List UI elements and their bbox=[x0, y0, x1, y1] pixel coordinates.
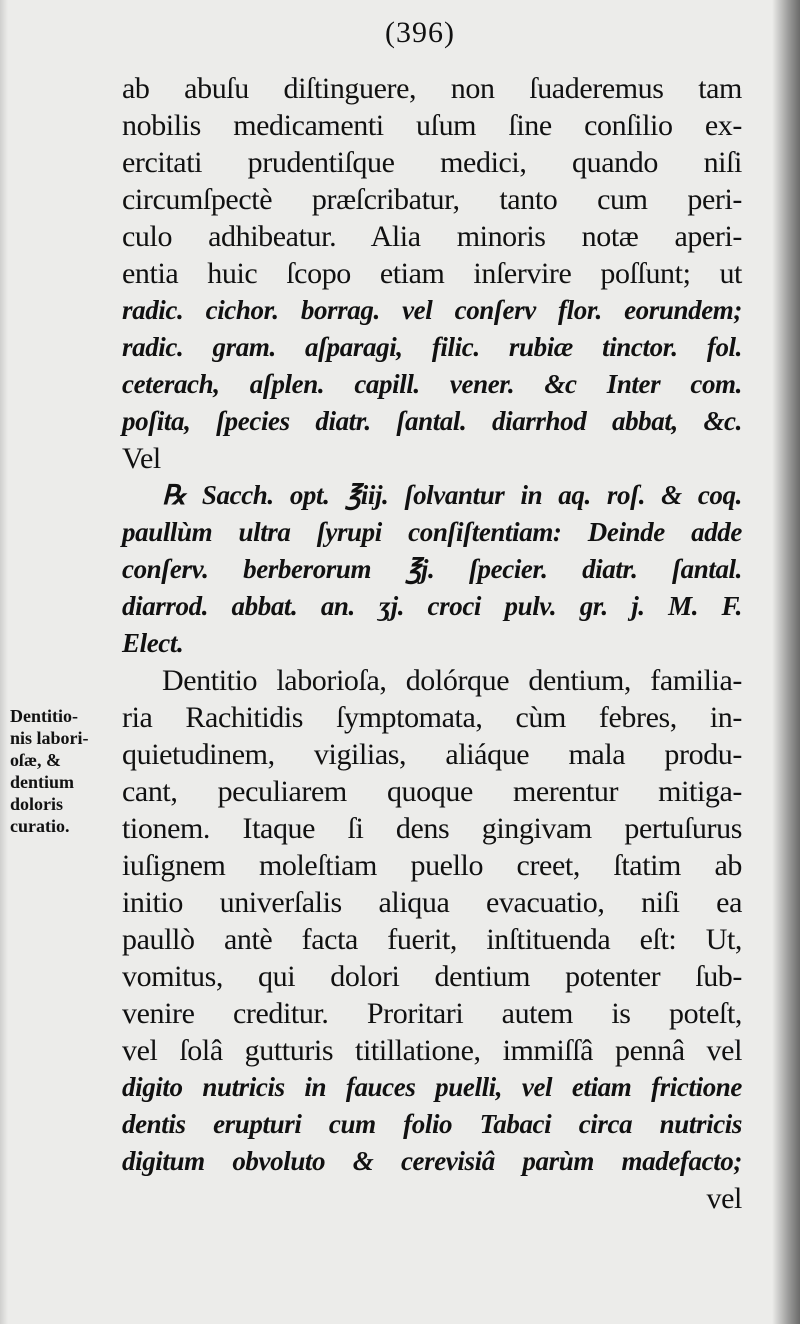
marginal-note-line: doloris bbox=[10, 794, 64, 814]
marginal-note-line: dentium bbox=[10, 772, 75, 792]
text-line: conſerv. berberorum ℥j. ſpecier. diatr. ſantal. bbox=[122, 554, 742, 584]
text-line: ercitati prudentiſque medici, quando niſi bbox=[122, 146, 742, 179]
text-line: Elect. bbox=[122, 628, 184, 658]
text-line: paullùm ultra ſyrupi conſiſtentiam: Deinde adde bbox=[122, 517, 742, 547]
text-line: ab abuſu diſtinguere, non ſuaderemus tam bbox=[122, 72, 742, 105]
text-line: tionem. Itaque ſi dens gingivam pertuſurus bbox=[122, 812, 742, 845]
text-line: quietudinem, vigilias, aliáque mala produ- bbox=[122, 738, 742, 771]
text-line: cant, peculiarem quoque merentur mitiga- bbox=[122, 775, 742, 808]
text-line: paullò antè facta fuerit, inſtituenda eſt: Ut, bbox=[122, 923, 742, 956]
marginal-note-line: oſæ, & bbox=[10, 750, 61, 770]
text-line: Dentitio laborioſa, dolórque dentium, familia- bbox=[162, 664, 742, 697]
text-line: venire creditur. Proritari autem is poteſt, bbox=[122, 997, 742, 1030]
text-line: poſita, ſpecies diatr. ſantal. diarrhod abbat, &c. bbox=[122, 406, 742, 436]
text-line: radic. gram. aſparagi, filic. rubiæ tinctor. fol. bbox=[122, 332, 742, 362]
text-line: vomitus, qui dolori dentium potenter ſub- bbox=[122, 960, 742, 993]
text-line: iuſignem moleſtiam puello creet, ſtatim ab bbox=[122, 849, 742, 882]
text-line: vel ſolâ gutturis titillatione, immiſſâ pennâ vel bbox=[122, 1034, 742, 1067]
text-line: diarrod. abbat. an. ʒj. croci pulv. gr. j. M. F. bbox=[122, 591, 742, 621]
text-line: radic. cichor. borrag. vel conſerv flor. eorundem; bbox=[122, 295, 742, 325]
text-line: entia huic ſcopo etiam inſervire poſſunt; ut bbox=[122, 257, 742, 290]
marginal-note bbox=[10, 705, 120, 837]
page-number: (396) bbox=[385, 16, 455, 49]
text-line: ceterach, aſplen. capill. vener. &c Inter com. bbox=[122, 369, 742, 399]
marginal-note-line: curatio. bbox=[10, 816, 70, 836]
marginal-note-line: Dentitio- bbox=[10, 706, 78, 726]
text-line: circumſpectè præſcribatur, tanto cum peri- bbox=[122, 183, 742, 216]
text-line: nobilis medicamenti uſum ſine conſilio ex- bbox=[122, 109, 742, 142]
text-line: Vel bbox=[122, 442, 161, 475]
text-line: dentis erupturi cum folio Tabaci circa nutricis bbox=[122, 1109, 742, 1139]
text-line: digitum obvoluto & cerevisiâ parùm madefacto; bbox=[122, 1146, 742, 1176]
text-line: ℞ Sacch. opt. ℥iij. ſolvantur in aq. roſ. & coq. bbox=[162, 480, 742, 510]
text-line: initio univerſalis aliqua evacuatio, niſi ea bbox=[122, 886, 742, 919]
text-line: vel bbox=[706, 1182, 742, 1215]
text-line: culo adhibeatur. Alia minoris notæ aperi- bbox=[122, 220, 742, 253]
marginal-note-line: nis labori- bbox=[10, 728, 89, 748]
text-line: ria Rachitidis ſymptomata, cùm febres, in- bbox=[122, 701, 742, 734]
main-text-block bbox=[122, 70, 742, 1217]
binding-shadow bbox=[772, 0, 800, 1324]
page-left-edge bbox=[0, 0, 8, 1324]
text-line: digito nutricis in fauces puelli, vel etiam frictione bbox=[122, 1072, 742, 1102]
